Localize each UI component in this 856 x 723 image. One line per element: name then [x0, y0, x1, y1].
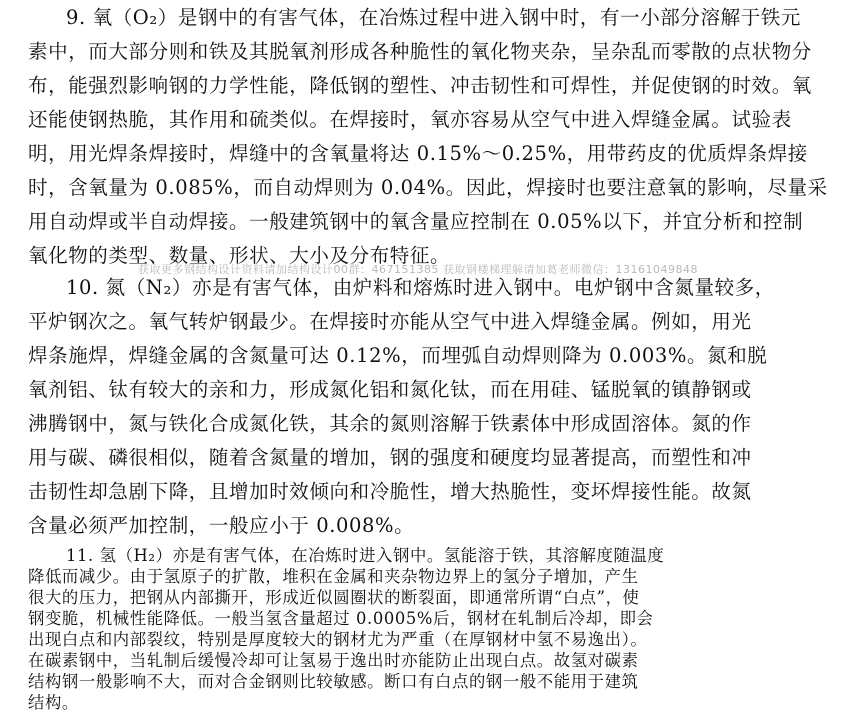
- text-line: 钢变脆，机械性能降低。一般当氢含量超过 0.0005%后，钢材在轧制后冷却，即会: [28, 609, 654, 628]
- text-line: 在碳素钢中，当轧制后缓慢冷却可让氢易于逸出时亦能防止出现白点。故氢对碳素: [28, 651, 639, 670]
- text-line: 用与碳、磷很相似，随着含氮量的增加，钢的强度和硬度均显著提高，而塑性和冲: [28, 446, 752, 469]
- text-line: 用自动焊或半自动焊接。一般建筑钢中的氧含量应控制在 0.05%以下，并宜分析和控制: [28, 210, 804, 233]
- text-line: 时，含氧量为 0.085%，而自动焊则为 0.04%。因此，焊接时也要注意氧的影响，尽量采: [28, 176, 828, 199]
- text-line: 10. 氮（N₂）亦是有害气体，由炉料和熔炼时进入钢中。电炉钢中含氮量较多，: [66, 276, 775, 299]
- text-line: 布，能强烈影响钢的力学性能，降低钢的塑性、冲击韧性和可焊性，并促使钢的时效。氧: [28, 74, 812, 97]
- watermark-text: 获取更多钢结构设计资料请加结构设计00群：467151385 获取钢楼梯理解请加葛老师微信：13161049848: [138, 263, 698, 276]
- text-line: 9. 氧（O₂）是钢中的有害气体，在冶炼过程中进入钢中时，有一小部分溶解于铁元: [66, 6, 802, 29]
- text-line: 沸腾钢中，氮与铁化合成氮化铁，其余的氮则溶解于铁素体中形成固溶体。氮的作: [28, 412, 752, 435]
- text-line: 含量必须严加控制，一般应小于 0.008%。: [28, 514, 415, 537]
- text-line: 氧化物的类型、数量、形状、大小及分布特征。: [28, 244, 451, 267]
- text-line: 很大的压力，把钢从内部撕开，形成近似圆圈状的断裂面，即通常所谓“白点”，使: [28, 588, 640, 607]
- text-line: 明，用光焊条焊接时，焊缝中的含氧量将达 0.15%～0.25%，用带药皮的优质焊条焊接: [28, 142, 808, 165]
- text-line: 出现白点和内部裂纹，特别是厚度较大的钢材尤为严重（在厚钢材中氢不易逸出）。: [28, 630, 648, 649]
- text-line: 焊条施焊，焊缝金属的含氮量可达 0.12%，而埋弧自动焊则降为 0.003%。氮和脱: [28, 344, 768, 367]
- text-line: 降低而减少。由于氢原子的扩散，堆积在金属和夹杂物边界上的氢分子增加，产生: [28, 567, 639, 586]
- text-line: 还能使钢热脆，其作用和硫类似。在焊接时，氧亦容易从空气中进入焊缝金属。试验表: [28, 108, 792, 131]
- text-line: 氧剂铝、钛有较大的亲和力，形成氮化铝和氮化钛，而在用硅、锰脱氧的镇静钢或: [28, 378, 752, 401]
- text-line: 素中，而大部分则和铁及其脱氧剂形成各种脆性的氧化物夹杂，呈杂乱而零散的点状物分: [28, 40, 812, 63]
- text-line: 击韧性却急剧下降，且增加时效倾向和冷脆性，增大热脆性，变坏焊接性能。故氮: [28, 480, 752, 503]
- text-line: 结构。: [28, 693, 79, 712]
- text-line: 11. 氢（H₂）亦是有害气体，在冶炼时进入钢中。氢能溶于铁，其溶解度随温度: [66, 546, 665, 565]
- text-line: 结构钢一般影响不大，而对合金钢则比较敏感。断口有白点的钢一般不能用于建筑: [28, 672, 639, 691]
- text-line: 平炉钢次之。氧气转炉钢最少。在焊接时亦能从空气中进入焊缝金属。例如，用光: [28, 310, 752, 333]
